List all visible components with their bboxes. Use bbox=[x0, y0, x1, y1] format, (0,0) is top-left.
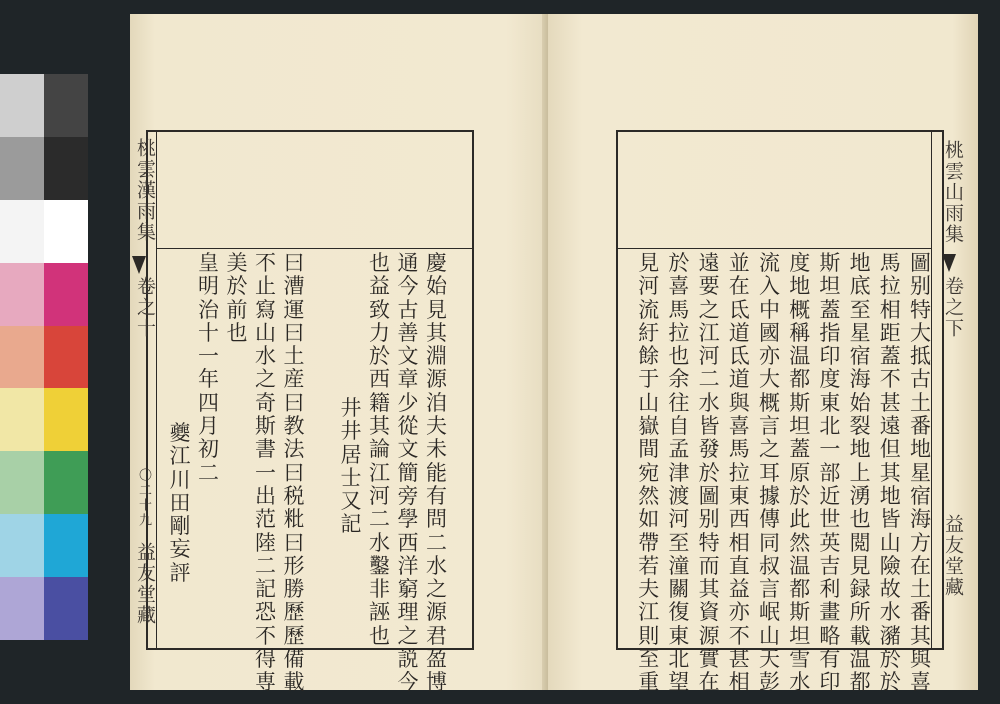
open-book bbox=[130, 14, 978, 695]
right-page-text-column: 度 地 概 稱 温 都 斯 坦 蓋 原 於 此 然 温 都 斯 坦 雪 水 bbox=[789, 251, 811, 695]
color-swatch bbox=[0, 74, 44, 137]
color-swatch bbox=[0, 514, 44, 577]
color-swatch bbox=[0, 577, 44, 640]
right-folio-fishtail bbox=[942, 254, 956, 272]
color-swatch bbox=[44, 451, 88, 514]
color-swatch bbox=[0, 263, 44, 326]
left-page-text-column: 也 益 致 力 於 西 籍 其 論 江 河 二 水 鑿 非 誣 也 bbox=[369, 251, 390, 648]
right-page-text-column: 並 在 氐 道 氐 道 與 喜 馬 拉 東 西 相 直 益 亦 不 甚 相 bbox=[728, 251, 750, 695]
right-page-text-column: 斯 坦 蓋 指 印 度 東 北 一 部 近 世 英 吉 利 畫 略 有 印 bbox=[819, 251, 841, 695]
left-page-text-column: 皇 明 治 十 一 年 四 月 初 二 bbox=[198, 251, 219, 485]
color-swatch bbox=[0, 326, 44, 389]
left-page-frame bbox=[146, 130, 474, 650]
right-page-header-box bbox=[618, 132, 932, 249]
color-swatch bbox=[44, 514, 88, 577]
left-page-text-column: 美 於 前 也 bbox=[226, 251, 248, 345]
color-swatch bbox=[44, 200, 88, 263]
right-margin-press: 益友堂藏 bbox=[942, 514, 964, 598]
right-page bbox=[548, 14, 978, 695]
left-margin-folio: 〇二十九 bbox=[136, 468, 151, 528]
right-page-text-column: 馬 拉 相 距 蓋 不 甚 遠 但 其 地 皆 山 險 故 水 瀦 於 於 bbox=[879, 251, 901, 695]
left-page-text-column: 井 井 居 士 又 記 bbox=[340, 396, 362, 537]
right-page-text-column: 流 入 中 國 亦 大 概 言 之 耳 據 傳 同 叔 言 岷 山 天 彭 bbox=[759, 251, 780, 695]
left-margin-press: 益友堂藏 bbox=[134, 542, 156, 626]
color-swatch bbox=[0, 200, 44, 263]
color-swatch bbox=[44, 388, 88, 451]
left-page-text-column: 慶 始 見 其 淵 源 洎 夫 未 能 有 問 二 水 之 源 君 盈 博 bbox=[426, 251, 447, 695]
right-margin-volume: 卷之下 bbox=[942, 276, 964, 339]
color-calibration-chart bbox=[0, 74, 88, 640]
color-swatch bbox=[0, 388, 44, 451]
left-page-text-column: 通 今 古 善 文 章 少 從 文 簡 旁 學 西 洋 窮 理 之 説 今 bbox=[397, 251, 419, 695]
color-swatch bbox=[0, 451, 44, 514]
left-folio-fishtail bbox=[132, 256, 146, 274]
left-page-text-column: 曰 漕 運 曰 土 産 曰 教 法 曰 税 粃 曰 形 勝 歷 歷 備 載 bbox=[283, 251, 305, 695]
left-page-text-column: 夔 江 川 田 剛 妄 評 bbox=[169, 421, 191, 585]
color-swatch bbox=[44, 577, 88, 640]
right-page-inner-rule bbox=[931, 248, 932, 648]
left-margin-volume: 卷之十 bbox=[134, 276, 156, 339]
color-swatch bbox=[44, 326, 88, 389]
color-swatch bbox=[44, 74, 88, 137]
left-margin-title: 桃雲漢雨集 bbox=[134, 138, 156, 243]
color-swatch bbox=[44, 137, 88, 200]
color-swatch bbox=[44, 263, 88, 326]
right-page-text-column: 地 底 至 星 宿 海 始 裂 地 上 湧 也 閲 見 録 所 載 温 都 bbox=[849, 251, 871, 695]
left-page bbox=[130, 14, 548, 695]
right-page-text-column: 見 河 流 紆 餘 于 山 嶽 間 宛 然 如 帶 若 夫 江 則 至 重 bbox=[638, 251, 660, 695]
right-margin-title: 桃雲山雨集 bbox=[942, 140, 964, 245]
left-page-header-box bbox=[156, 132, 472, 249]
color-swatch bbox=[0, 137, 44, 200]
right-page-text-column: 圖 别 特 大 抵 古 土 番 地 星 宿 海 方 在 土 番 其 與 喜 bbox=[910, 251, 931, 695]
right-page-text-column: 於 喜 馬 拉 也 余 往 自 孟 津 渡 河 至 潼 關 復 東 北 望 bbox=[668, 251, 690, 695]
left-page-text-column: 不 止 寫 山 水 之 奇 斯 書 一 出 范 陸 二 記 恐 不 得 専 bbox=[255, 251, 276, 695]
right-page-text-column: 遠 要 之 江 河 二 水 皆 發 於 圖 别 特 而 其 資 源 實 在 bbox=[698, 251, 720, 695]
